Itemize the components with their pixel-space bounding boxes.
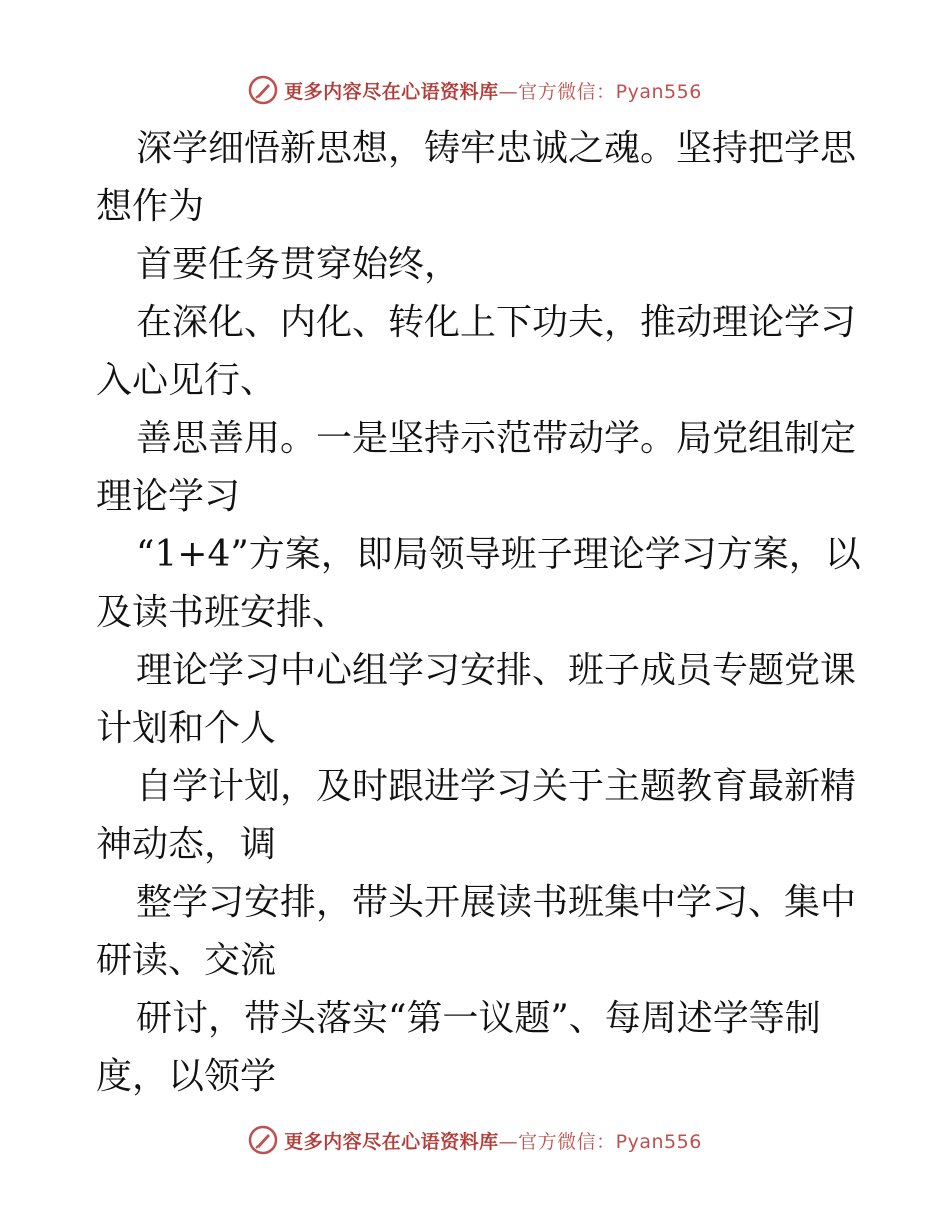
footer-watermark: [0, 1122, 950, 1158]
paragraph: 理论学习中心组学习安排、班子成员专题党课计划和个人: [96, 650, 857, 749]
paragraph: “1+4”方案，即局领导班子理论学习方案，以及读书班安排、: [96, 534, 861, 633]
watermark-main: 更多内容尽在心语资料库: [284, 80, 499, 103]
header-watermark: [0, 72, 950, 108]
paragraph: 深学细悟新思想，铸牢忠诚之魂。坚持把学思想作为: [96, 128, 857, 227]
paragraph: 首要任务贯穿始终，: [136, 244, 461, 285]
paragraph: 善思善用。一是坚持示范带动学。局党组制定理论学习: [96, 418, 857, 517]
watermark-text: [284, 77, 702, 104]
paragraph: 在深化、内化、转化上下功夫，推动理论学习入心见行、: [96, 302, 857, 401]
document-body: [96, 120, 866, 1106]
paragraph: 整学习安排，带头开展读书班集中学习、集中研读、交流: [96, 882, 857, 981]
quill-logo-icon: [248, 75, 278, 105]
watermark-rest: —官方微信：Pyan556: [498, 1130, 702, 1153]
paragraph: 研讨，带头落实“第一议题”、每周述学等制度，以领学: [96, 998, 821, 1097]
quill-logo-icon: [248, 1125, 278, 1155]
watermark-main: 更多内容尽在心语资料库: [284, 1130, 499, 1153]
watermark-rest: —官方微信：Pyan556: [498, 80, 702, 103]
watermark-text: [284, 1127, 702, 1154]
paragraph: 自学计划，及时跟进学习关于主题教育最新精神动态，调: [96, 766, 857, 865]
